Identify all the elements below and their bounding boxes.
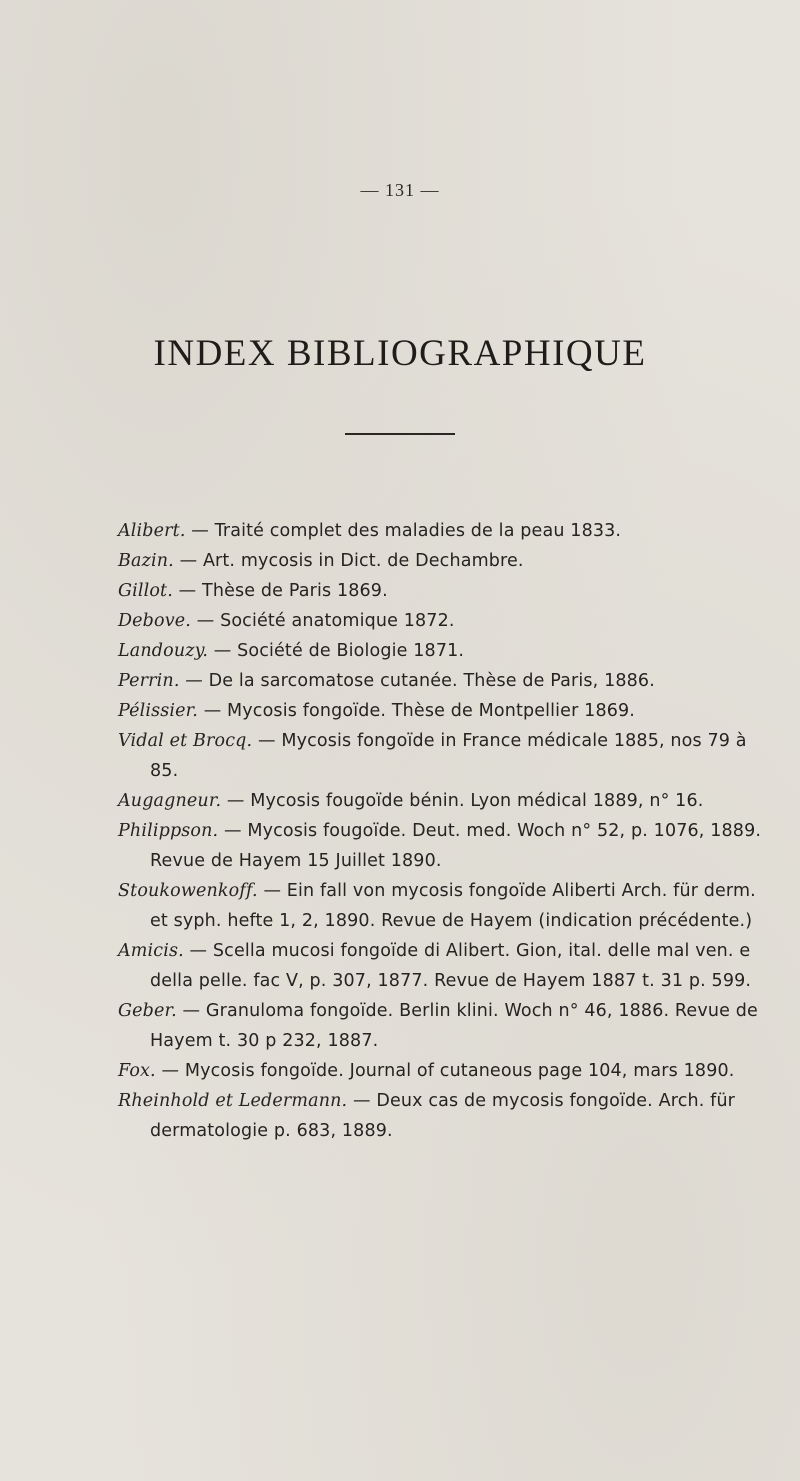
bibliography-entry bbox=[118, 726, 768, 786]
bibliography-entry bbox=[118, 786, 768, 816]
bibliography-entry bbox=[118, 1056, 768, 1086]
entry-text: — Thèse de Paris 1869. bbox=[178, 581, 388, 601]
bibliography-entry bbox=[118, 516, 768, 546]
entry-author: Debove. bbox=[118, 611, 191, 631]
entry-author: Philippson. bbox=[118, 821, 219, 841]
entry-text: — Art. mycosis in Dict. de Dechambre. bbox=[179, 551, 524, 571]
entry-text: — Mycosis fougoïde. Deut. med. Woch n° 52, p. 1076, 1889. Revue de Hayem 15 Juillet 1890. bbox=[150, 821, 762, 871]
entry-text: — Granuloma fongoïde. Berlin klini. Woch n° 46, 1886. Revue de Hayem t. 30 p 232, 1887. bbox=[150, 1001, 758, 1051]
entry-text: — Mycosis fongoïde. Journal of cutaneous page 104, mars 1890. bbox=[161, 1061, 735, 1081]
entry-text: — Ein fall von mycosis fongoïde Aliberti Arch. für derm. et syph. hefte 1, 2, 1890. Revue de Hayem (indication précédente.) bbox=[150, 881, 756, 931]
bibliography-entry bbox=[118, 876, 768, 936]
bibliography-entry bbox=[118, 1086, 768, 1146]
page-title: INDEX BIBLIOGRAPHIQUE bbox=[153, 333, 647, 374]
entry-author: Stoukowenkoff. bbox=[118, 881, 258, 901]
bibliography-entry bbox=[118, 636, 768, 666]
bibliography-entry bbox=[118, 936, 768, 996]
entry-text: — Mycosis fougoïde bénin. Lyon médical 1889, n° 16. bbox=[226, 791, 704, 811]
entry-text: — Mycosis fongoïde. Thèse de Montpellier 1869. bbox=[203, 701, 636, 721]
bibliography-entry bbox=[118, 996, 768, 1056]
entry-author: Bazin. bbox=[118, 551, 174, 571]
bibliography-entry bbox=[118, 696, 768, 726]
entry-author: Geber. bbox=[118, 1001, 177, 1021]
bibliography-list bbox=[118, 516, 768, 1146]
entry-author: Augagneur. bbox=[118, 791, 222, 811]
entry-author: Alibert. bbox=[118, 521, 186, 541]
entry-text: — Société de Biologie 1871. bbox=[213, 641, 465, 661]
entry-author: Rheinhold et Ledermann. bbox=[118, 1091, 348, 1111]
entry-author: Amicis. bbox=[118, 941, 184, 961]
entry-text: — Société anatomique 1872. bbox=[196, 611, 455, 631]
entry-text: — Mycosis fongoïde in France médicale 1885, nos 79 à 85. bbox=[150, 731, 747, 781]
bibliography-entry bbox=[118, 576, 768, 606]
entry-author: Landouzy. bbox=[118, 641, 209, 661]
bibliography-entry bbox=[118, 816, 768, 876]
entry-text: — Scella mucosi fongoïde di Alibert. Gion, ital. delle mal ven. e della pelle. fac V, p. 307, 1877. Revue de Hayem 1887 t. 31 p. 599. bbox=[150, 941, 752, 991]
entry-author: Fox. bbox=[118, 1061, 156, 1081]
bibliography-entry bbox=[118, 546, 768, 576]
entry-author: Vidal et Brocq. bbox=[118, 731, 253, 751]
entry-text: — Traité complet des maladies de la peau 1833. bbox=[191, 521, 622, 541]
entry-author: Pélissier. bbox=[118, 701, 198, 721]
page-number: — 131 — bbox=[360, 180, 440, 200]
entry-text: — Deux cas de mycosis fongoïde. Arch. für dermatologie p. 683, 1889. bbox=[150, 1091, 736, 1141]
title-divider bbox=[345, 433, 455, 435]
entry-text: — De la sarcomatose cutanée. Thèse de Paris, 1886. bbox=[185, 671, 655, 691]
entry-author: Perrin. bbox=[118, 671, 180, 691]
bibliography-entry bbox=[118, 666, 768, 696]
entry-author: Gillot. bbox=[118, 581, 173, 601]
bibliography-entry bbox=[118, 606, 768, 636]
